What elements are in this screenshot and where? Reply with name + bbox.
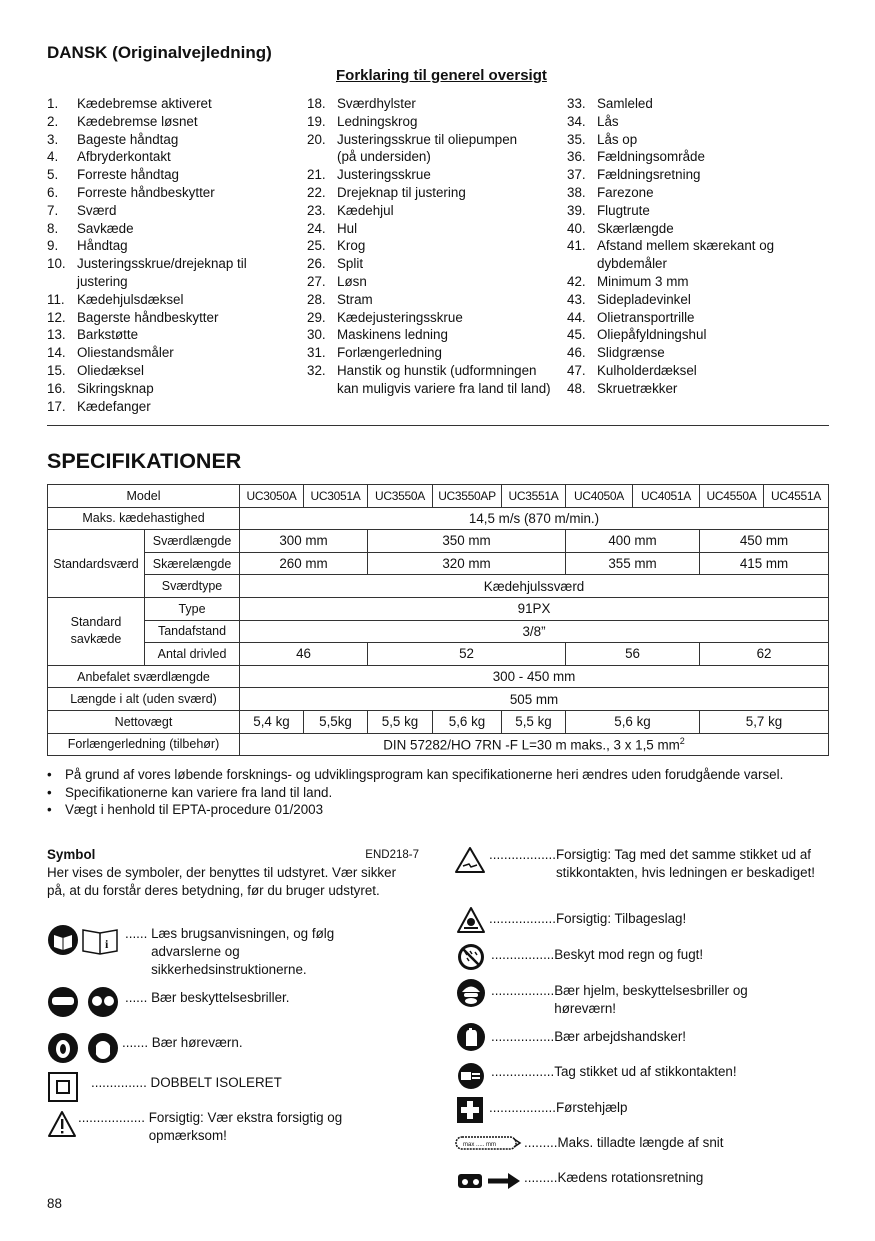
net-weight-value: 5,5 kg xyxy=(368,710,433,733)
list-item: 14. Oliestandsmåler xyxy=(47,345,174,361)
symbol-intro-text: Her vises de symboler, der benyttes til udstyret. Vær sikker på, at du forstår deres betydning, før du bruger udstyret. xyxy=(47,865,397,898)
max-cut-length-icon xyxy=(454,1133,522,1153)
list-item: 3. Bageste håndtag xyxy=(47,131,179,147)
max-cut-length-label: max ..... mm xyxy=(463,1142,496,1148)
list-item: 38. Farezone xyxy=(567,184,654,200)
overview-column-1 xyxy=(47,95,297,415)
model-cell: UC3051A xyxy=(304,485,368,508)
bar-length-value: 300 mm xyxy=(240,530,368,553)
bar-length-label: Sværdlængde xyxy=(145,530,240,553)
helmet-goggles-ear-protection-icon xyxy=(456,978,486,1008)
warning-icon xyxy=(47,1110,77,1138)
symbol-entry: ................. Bær arbejdshandsker! xyxy=(491,1029,686,1044)
table-row xyxy=(48,710,829,733)
max-speed-value: 14,5 m/s (870 m/min.) xyxy=(240,507,829,530)
table-row xyxy=(48,733,829,756)
list-item: 37. Fældningsretning xyxy=(567,167,701,183)
symbol-entry: ......... Maks. tilladte længde af snit xyxy=(524,1135,724,1150)
unplug-icon xyxy=(456,1062,486,1090)
pitch-value: 3/8” xyxy=(240,620,829,643)
symbol-intro xyxy=(47,846,427,900)
list-item: 34. Lås xyxy=(567,113,619,129)
list-item: 23. Kædehjul xyxy=(307,202,394,218)
spec-notes xyxy=(47,766,837,819)
list-item: 8. Savkæde xyxy=(47,220,134,236)
list-item: 41. Afstand mellem skærekant og dybdemåler xyxy=(567,238,775,272)
list-item: 22. Drejeknap til justering xyxy=(307,184,466,200)
symbol-code: END218-7 xyxy=(365,849,419,861)
overview-column-2 xyxy=(307,95,557,398)
symbol-entry: ................. Tag stikket ud af stikkontakten! xyxy=(491,1064,737,1079)
list-item: 1. Kædebremse aktiveret xyxy=(47,96,212,111)
cut-length-value: 320 mm xyxy=(368,552,566,575)
list-item: 33. Samleled xyxy=(567,96,653,111)
section-divider xyxy=(47,425,829,426)
list-item: 46. Slidgrænse xyxy=(567,345,665,361)
list-item: 31. Forlængerledning xyxy=(307,345,442,361)
list-item: 29. Kædejusteringsskrue xyxy=(307,309,463,325)
list-item: 24. Hul xyxy=(307,220,358,236)
damaged-cord-warning-icon xyxy=(454,846,486,874)
list-item: • Vægt i henhold til EPTA-procedure 01/2003 xyxy=(47,802,324,818)
list-item: 5. Forreste håndtag xyxy=(47,167,179,183)
list-item: 10. Justeringsskrue/drejeknap til justering xyxy=(47,256,247,289)
table-row xyxy=(48,597,829,620)
overview-title: Forklaring til generel oversigt xyxy=(336,67,547,84)
list-item: 4. Afbryderkontakt xyxy=(47,149,171,165)
model-cell: UC3550AP xyxy=(433,485,502,508)
drive-links-label: Antal drivled xyxy=(145,643,240,666)
list-item: 28. Stram xyxy=(307,291,373,307)
kickback-warning-icon xyxy=(456,906,486,934)
chain-rotation-direction-icon xyxy=(456,1168,522,1192)
list-item: 47. Kulholderdæksel xyxy=(567,362,697,378)
hearing-protection-icon xyxy=(47,1031,121,1065)
drive-links-value: 46 xyxy=(240,643,368,666)
spec-table xyxy=(47,484,829,756)
bar-type-label: Sværdtype xyxy=(145,575,240,598)
list-item: 9. Håndtag xyxy=(47,238,128,254)
list-item: 15. Oliedæksel xyxy=(47,362,144,378)
model-cell: UC4550A xyxy=(700,485,764,508)
list-item: 36. Fældningsområde xyxy=(567,149,705,165)
list-item: 25. Krog xyxy=(307,238,366,254)
read-manual-icon xyxy=(47,924,121,956)
model-label: Model xyxy=(48,485,240,508)
list-item: 13. Barkstøtte xyxy=(47,327,139,343)
symbol-entry: ......... Kædens rotationsretning xyxy=(524,1170,704,1185)
symbol-entry: .................. Forsigtig: Vær ekstra forsigtig og opmærksom! xyxy=(78,1110,343,1143)
overall-length-value: 505 mm xyxy=(240,688,829,711)
list-item: • På grund af vores løbende forsknings- og udviklingsprogram kan specifikationerne heri ændres uden forudgående varsel. xyxy=(47,767,784,782)
list-item: 44. Olietransportrille xyxy=(567,309,695,325)
cut-length-label: Skærelængde xyxy=(145,552,240,575)
net-weight-value: 5,4 kg xyxy=(240,710,304,733)
symbol-entry: ................. Beskyt mod regn og fugt! xyxy=(491,947,704,962)
model-cell: UC4051A xyxy=(633,485,700,508)
list-item: 7. Sværd xyxy=(47,202,117,218)
standard-bar-label: Standardsværd xyxy=(48,530,145,598)
type-value: 91PX xyxy=(240,597,829,620)
drive-links-value: 52 xyxy=(368,643,566,666)
table-row xyxy=(48,507,829,530)
model-cell: UC4551A xyxy=(764,485,829,508)
list-item: 43. Sidepladevinkel xyxy=(567,291,691,307)
symbol-entry: .................. Forsigtig: Tilbageslag! xyxy=(489,911,687,926)
table-row xyxy=(48,485,829,508)
recommended-bar-value: 300 - 450 mm xyxy=(240,665,829,688)
list-item: 16. Sikringsknap xyxy=(47,380,154,396)
work-gloves-icon xyxy=(456,1022,486,1052)
symbol-entry: ...... Læs brugsanvisningen, og følg advarslerne og sikkerhedsinstruktionerne. xyxy=(125,926,335,977)
language-title: DANSK (Originalvejledning) xyxy=(47,43,272,62)
bar-type-value: Kædehjulssværd xyxy=(240,575,829,598)
model-cell: UC3050A xyxy=(240,485,304,508)
table-row xyxy=(48,665,829,688)
model-cell: UC3551A xyxy=(502,485,566,508)
model-cell: UC3550A xyxy=(368,485,433,508)
list-item: 42. Minimum 3 mm xyxy=(567,273,689,289)
symbol-entry: ................. Bær hjelm, beskyttelsesbriller og høreværn! xyxy=(491,983,748,1016)
symbol-entry: ....... Bær høreværn. xyxy=(122,1035,243,1050)
no-rain-icon xyxy=(456,942,486,972)
extension-cord-value: DIN 57282/HO 7RN -F L=30 m maks., 3 x 1,5 $mm^2$ xyxy=(240,733,829,756)
overview-column-3 xyxy=(567,95,829,398)
cut-length-value: 260 mm xyxy=(240,552,368,575)
list-item: 32. Hanstik og hunstik (udformningen kan muligvis variere fra land til land) xyxy=(307,362,551,396)
list-item: 21. Justeringsskrue xyxy=(307,167,431,183)
safety-goggles-icon xyxy=(47,985,121,1019)
pitch-label: Tandafstand xyxy=(145,620,240,643)
list-item: • Specifikationerne kan variere fra land til land. xyxy=(47,784,333,800)
symbol-entry: ...... Bær beskyttelsesbriller. xyxy=(125,990,290,1005)
bar-length-value: 400 mm xyxy=(566,530,700,553)
table-row xyxy=(48,552,829,575)
list-item: 45. Oliepåfyldningshul xyxy=(567,327,707,343)
type-label: Type xyxy=(145,597,240,620)
first-aid-icon xyxy=(456,1096,484,1124)
list-item: 27. Løsn xyxy=(307,273,367,289)
list-item: 40. Skærlængde xyxy=(567,220,674,236)
list-item: 11. Kædehjulsdæksel xyxy=(47,291,184,307)
svg-text:i: i xyxy=(105,937,109,951)
recommended-bar-label: Anbefalet sværdlængde xyxy=(48,665,240,688)
net-weight-value: 5,7 kg xyxy=(700,710,829,733)
symbol-entry: ............... DOBBELT ISOLERET xyxy=(91,1075,282,1090)
max-speed-label: Maks. kædehastighed xyxy=(48,507,240,530)
list-item: 12. Bagerste håndbeskytter xyxy=(47,309,219,325)
symbol-entry: .................. Førstehjælp xyxy=(489,1100,628,1115)
double-insulated-icon xyxy=(47,1071,79,1103)
cut-length-value: 355 mm xyxy=(566,552,700,575)
table-row xyxy=(48,530,829,553)
list-item: 48. Skruetrækker xyxy=(567,380,678,396)
list-item: 18. Sværdhylster xyxy=(307,96,416,111)
list-item: 35. Lås op xyxy=(567,131,638,147)
net-weight-value: 5,6 kg xyxy=(566,710,700,733)
table-row xyxy=(48,620,829,643)
bar-length-value: 450 mm xyxy=(700,530,829,553)
standard-chain-label: Standard savkæde xyxy=(48,597,145,665)
overall-length-label: Længde i alt (uden sværd) xyxy=(48,688,240,711)
model-cell: UC4050A xyxy=(566,485,633,508)
table-row xyxy=(48,575,829,598)
spec-title: SPECIFIKATIONER xyxy=(47,449,242,473)
symbol-heading: Symbol xyxy=(47,847,96,862)
page-number: 88 xyxy=(47,1196,62,1211)
cut-length-value: 415 mm xyxy=(700,552,829,575)
list-item: 6. Forreste håndbeskytter xyxy=(47,184,215,200)
net-weight-value: 5,5 kg xyxy=(502,710,566,733)
net-weight-value: 5,6 kg xyxy=(433,710,502,733)
list-item: 2. Kædebremse løsnet xyxy=(47,113,198,129)
list-item: 26. Split xyxy=(307,256,364,272)
bar-length-value: 350 mm xyxy=(368,530,566,553)
net-weight-label: Nettovægt xyxy=(48,710,240,733)
list-item: 17. Kædefanger xyxy=(47,398,151,414)
list-item: 39. Flugtrute xyxy=(567,202,650,218)
list-item: 19. Ledningskrog xyxy=(307,113,418,129)
list-item: 20. Justeringsskrue til oliepumpen (på undersiden) xyxy=(307,131,518,165)
extension-cord-label: Forlængerledning (tilbehør) xyxy=(48,733,240,756)
drive-links-value: 56 xyxy=(566,643,700,666)
table-row xyxy=(48,688,829,711)
table-row xyxy=(48,643,829,666)
drive-links-value: 62 xyxy=(700,643,829,666)
symbol-entry: .................. Forsigtig: Tag med det samme stikket ud af stikkontakten, hvis ledningen er beskadiget! xyxy=(489,847,816,880)
net-weight-value: 5,5kg xyxy=(304,710,368,733)
list-item: 30. Maskinens ledning xyxy=(307,327,448,343)
